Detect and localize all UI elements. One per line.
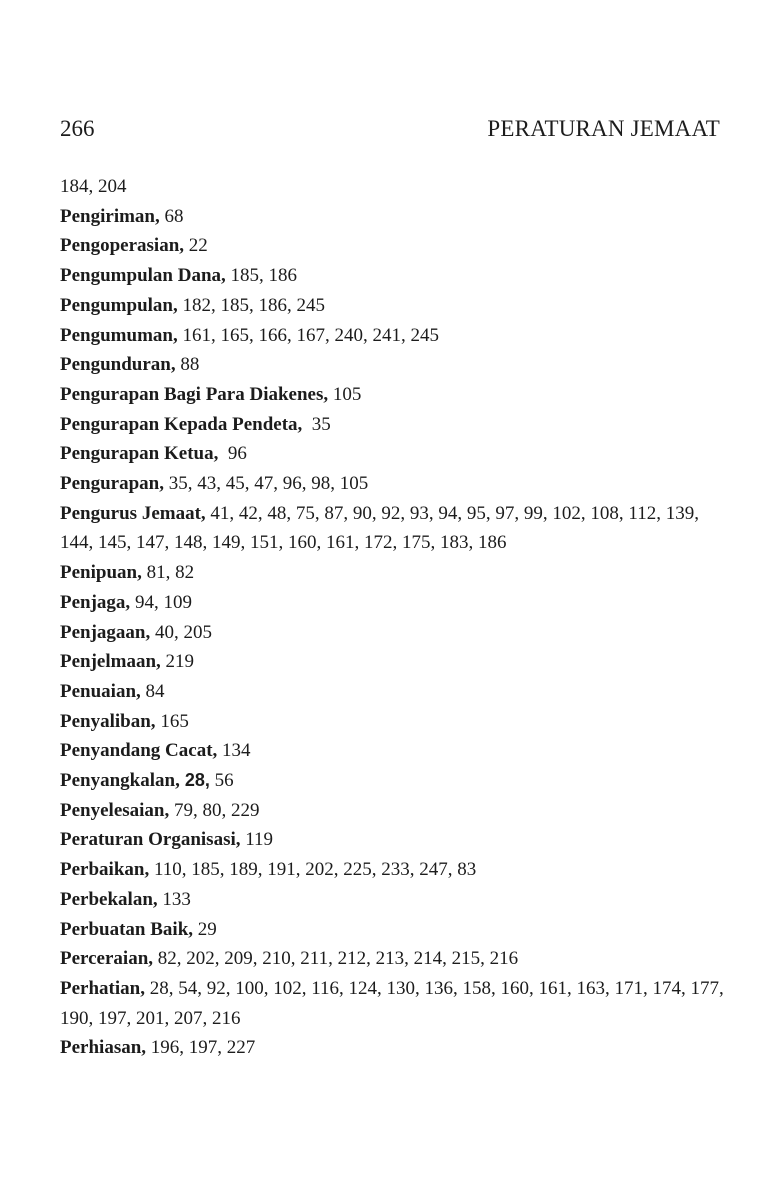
index-list xyxy=(60,172,730,1063)
index-refs: 96 xyxy=(218,443,247,465)
index-refs: 105 xyxy=(328,383,362,405)
index-entry xyxy=(60,350,730,380)
index-term: Pengumuman, xyxy=(60,324,178,346)
index-term: Perbuatan Baik, xyxy=(60,918,194,940)
index-entry xyxy=(60,588,730,618)
index-entry xyxy=(60,915,730,945)
index-refs: 110, 185, 189, 191, 202, 225, 233, 247, 83 xyxy=(149,859,477,881)
index-entry xyxy=(60,321,730,351)
index-entry xyxy=(60,707,730,737)
index-entry xyxy=(60,410,730,440)
index-term: Penyaliban, xyxy=(60,710,156,732)
index-term: Penyangkalan, xyxy=(60,770,180,792)
index-term: Penipuan, xyxy=(60,562,142,584)
index-entry xyxy=(60,231,730,261)
index-term: Perbekalan, xyxy=(60,888,158,910)
index-entry xyxy=(60,796,730,826)
index-entry xyxy=(60,736,730,766)
index-term: Pengurus Jemaat, xyxy=(60,502,206,524)
index-entry xyxy=(60,677,730,707)
index-entry xyxy=(60,469,730,499)
index-refs: 185, 186 xyxy=(225,265,298,287)
index-refs: 182, 185, 186, 245 xyxy=(177,294,325,316)
index-refs: 56 xyxy=(209,770,234,792)
index-term: Pengiriman, xyxy=(60,205,160,227)
index-refs: 22 xyxy=(184,235,208,257)
index-entry xyxy=(60,885,730,915)
page-number: 266 xyxy=(60,116,95,141)
index-entry xyxy=(60,825,730,855)
index-refs-bold: 28, xyxy=(179,770,210,791)
index-refs: 119 xyxy=(240,829,274,851)
index-refs: 35 xyxy=(302,413,331,435)
index-entry xyxy=(60,261,730,291)
index-refs: 28, 54, 92, 100, 102, 116, 124, 130, 136, 158, 160, 161, 163, 171, 174, 177, 190, 197, 201, 207, 216 xyxy=(60,977,724,1029)
index-term: Pengumpulan Dana, xyxy=(60,265,226,287)
index-refs: 84 xyxy=(140,680,165,702)
index-entry xyxy=(60,172,730,202)
index-term: Pengurapan Ketua, xyxy=(60,443,219,465)
index-refs: 41, 42, 48, 75, 87, 90, 92, 93, 94, 95, 97, 99, 102, 108, 112, 139, 144, 145, 147, 148, 149, 151, 160, 161, 172, 175, 183, 186 xyxy=(60,502,699,554)
index-refs: 88 xyxy=(175,354,200,376)
index-term: Penjagaan, xyxy=(60,621,151,643)
index-refs: 35, 43, 45, 47, 96, 98, 105 xyxy=(164,473,369,495)
index-entry xyxy=(60,974,730,1033)
index-refs: 79, 80, 229 xyxy=(169,799,260,821)
index-entry xyxy=(60,202,730,232)
index-term: Pengurapan Kepada Pendeta, xyxy=(60,413,303,435)
index-entry xyxy=(60,944,730,974)
index-refs: 133 xyxy=(157,888,191,910)
index-entry xyxy=(60,380,730,410)
index-term: Perbaikan, xyxy=(60,859,150,881)
index-term: Penuaian, xyxy=(60,680,141,702)
index-refs: 94, 109 xyxy=(130,591,192,613)
index-refs: 165 xyxy=(155,710,189,732)
index-term: Penjaga, xyxy=(60,591,131,613)
index-refs: 219 xyxy=(160,651,195,673)
index-term: Pengumpulan, xyxy=(60,294,178,316)
index-term: Penjelmaan, xyxy=(60,651,161,673)
index-refs: 68 xyxy=(159,205,184,227)
index-term: Perceraian, xyxy=(60,948,154,970)
index-term: Pengurapan Bagi Para Diakenes, xyxy=(60,383,329,405)
index-refs: 82, 202, 209, 210, 211, 212, 213, 214, 215, 216 xyxy=(153,948,519,970)
index-refs: 196, 197, 227 xyxy=(146,1037,256,1059)
index-entry xyxy=(60,647,730,677)
index-entry xyxy=(60,618,730,648)
index-refs: 161, 165, 166, 167, 240, 241, 245 xyxy=(177,324,439,346)
index-refs: 134 xyxy=(217,740,251,762)
index-entry xyxy=(60,1033,730,1063)
index-refs: 184, 204 xyxy=(60,176,127,197)
index-refs: 81, 82 xyxy=(141,562,195,584)
index-entry xyxy=(60,558,730,588)
index-term: Pengurapan, xyxy=(60,473,164,495)
index-entry xyxy=(60,439,730,469)
index-entry xyxy=(60,855,730,885)
index-term: Perhiasan, xyxy=(60,1037,147,1059)
index-term: Penyelesaian, xyxy=(60,799,170,821)
index-entry xyxy=(60,766,730,796)
index-term: Pengoperasian, xyxy=(60,235,185,257)
index-term: Peraturan Organisasi, xyxy=(60,829,241,851)
index-entry xyxy=(60,291,730,321)
running-title: PERATURAN JEMAAT xyxy=(487,116,720,141)
page-header xyxy=(60,112,720,146)
index-term: Pengunduran, xyxy=(60,354,176,376)
index-term: Penyandang Cacat, xyxy=(60,740,218,762)
index-term: Perhatian, xyxy=(60,977,145,999)
index-refs: 40, 205 xyxy=(150,621,212,643)
index-refs: 29 xyxy=(193,918,217,940)
index-entry xyxy=(60,499,730,558)
